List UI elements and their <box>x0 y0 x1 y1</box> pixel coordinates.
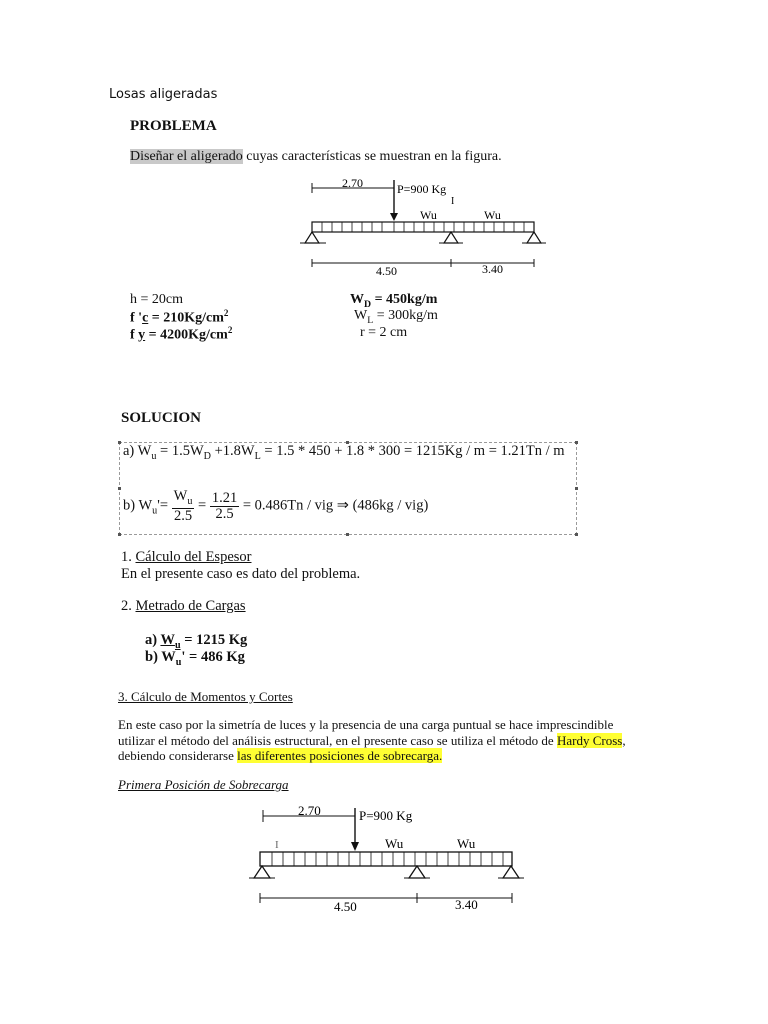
fig1-wu1: Wu <box>420 208 437 222</box>
problema-heading: PROBLEMA <box>130 118 217 134</box>
equation-b: b) $W_u'=$ $\frac{W_u}{2.5}$ = $\frac{1.21}{2.5}$ = 0.486Tn / vig ⇒ (486kg / vig) <box>123 488 429 524</box>
fraction-2: $\frac{1.21}{2.5}$ <box>211 489 238 522</box>
problema-statement <box>130 149 502 165</box>
resize-handle[interactable] <box>118 487 121 490</box>
fig2-point-load: P=900 Kg <box>359 808 413 823</box>
fig1-wu2: Wu <box>484 208 501 222</box>
data-r: r = 2 cm <box>360 325 408 340</box>
equation-a: a) $W_u = 1.5W_D +1.8W_L = 1.5 * 450 + 1.8 * 300 = 1215Kg / m = 1.21Tn / m$ <box>123 443 565 462</box>
statement-rest: cuyas características se muestran en la figura. <box>242 149 502 164</box>
fig2-dist-label: 2.70 <box>298 803 321 818</box>
fig1-support-left <box>305 232 319 243</box>
step3-paragraph-line3: debiendo considerarse las diferentes posiciones de sobrecarga. <box>118 748 443 763</box>
fig2-support-left <box>254 866 270 878</box>
fig2-wu1: Wu <box>385 836 404 851</box>
fig1-span2: 3.40 <box>482 262 503 276</box>
fig1-point-load: P=900 Kg <box>397 182 447 196</box>
step2-title: 2. Metrado de Cargas <box>121 598 246 614</box>
beam-diagram-2 <box>245 800 530 915</box>
fraction-1: $\frac{W_u}{2.5}$ <box>173 488 193 524</box>
resize-handle[interactable] <box>575 533 578 536</box>
resize-handle[interactable] <box>346 533 349 536</box>
beam-diagram-1 <box>290 175 550 280</box>
fig2-support-mid <box>409 866 425 878</box>
fig2-load-hatch <box>272 852 503 866</box>
fig2-support-right <box>503 866 519 878</box>
primera-posicion-title: Primera Posición de Sobrecarga <box>118 777 289 792</box>
data-h: h = 20cm <box>130 292 183 307</box>
resize-handle[interactable] <box>118 533 121 536</box>
step1-title: 1. Cálculo del Espesor <box>121 549 252 565</box>
step2-item-a: a) $W_u = 1215$ Kg <box>145 632 248 651</box>
fig2-span1: 4.50 <box>334 899 357 914</box>
fig1-load-hatch <box>322 222 524 232</box>
fig1-support-mid <box>444 232 458 243</box>
data-wd: $W_D = 450kg/m$ <box>350 292 438 310</box>
step3-title: 3. Cálculo de Momentos y Cortes <box>118 689 293 704</box>
solucion-heading: SOLUCION <box>121 410 202 426</box>
data-wl: $W_L = 300kg/m$ <box>354 308 438 326</box>
cursor-icon: I <box>451 196 455 207</box>
fig1-support-right <box>527 232 541 243</box>
fig2-beam <box>260 852 512 866</box>
fig2-wu2: Wu <box>457 836 476 851</box>
statement-highlight: Diseñar el aligerado <box>130 149 243 164</box>
step1-body: En el presente caso es dato del problema. <box>121 566 361 582</box>
resize-handle[interactable] <box>118 441 121 444</box>
fig1-beam <box>312 222 534 232</box>
step3-paragraph-line2: utilizar el método del análisis estructural, en el presente caso se utiliza el método de Hardy Cross, <box>118 733 626 748</box>
step3-paragraph-line1: En este caso por la simetría de luces y la presencia de una carga puntual se hace imprescindible <box>118 717 614 732</box>
resize-handle[interactable] <box>575 441 578 444</box>
data-fy: f $y = 4200Kg/cm^2$ <box>130 325 233 343</box>
resize-handle[interactable] <box>575 487 578 490</box>
cursor-icon: I <box>275 839 279 851</box>
step2-item-b: b) $W_u' = 486$ Kg <box>145 649 245 668</box>
data-fc: f '$c = 210Kg/cm^2$ <box>130 308 229 326</box>
fig1-dist-label: 2.70 <box>342 176 363 190</box>
fig2-span2: 3.40 <box>455 897 478 912</box>
fig1-span1: 4.50 <box>376 264 397 278</box>
page-title: Losas aligeradas <box>109 87 218 102</box>
